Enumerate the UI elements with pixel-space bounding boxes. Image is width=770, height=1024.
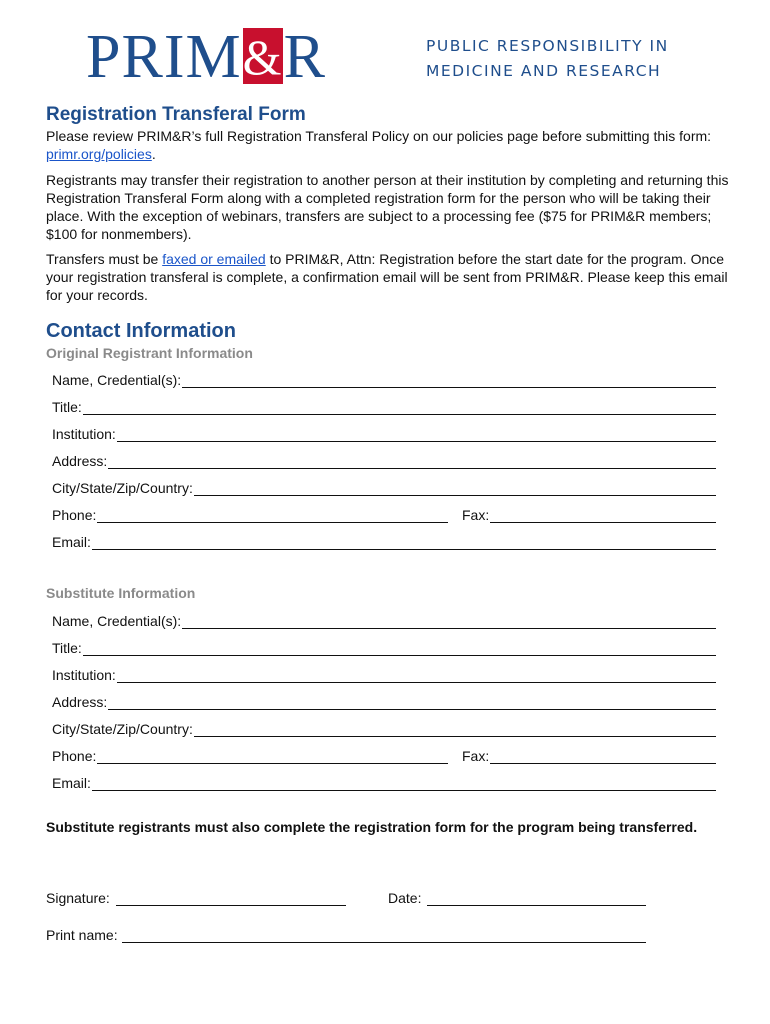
substitute-institution-line[interactable]	[117, 668, 716, 683]
substitute-institution-field[interactable]	[52, 665, 716, 683]
signature-field[interactable]	[46, 888, 346, 906]
logo-brand-prim: PRIM	[86, 23, 242, 91]
substitute-address-line[interactable]	[108, 695, 716, 710]
original-institution-label: Institution:	[52, 426, 116, 442]
original-city-field[interactable]	[52, 478, 716, 496]
original-email-label: Email:	[52, 534, 91, 550]
original-registrant-heading: Original Registrant Information	[46, 345, 253, 361]
original-fax-field[interactable]	[462, 505, 716, 523]
intro-policy-text: Please review PRIM&R’s full Registration Transferal Policy on our policies page before submitting this form:	[46, 128, 712, 144]
substitute-institution-label: Institution:	[52, 667, 116, 683]
intro-submit-text-pre: Transfers must be	[46, 251, 163, 267]
original-email-line[interactable]	[92, 535, 716, 550]
date-field[interactable]	[388, 888, 646, 906]
original-city-label: City/State/Zip/Country:	[52, 480, 193, 496]
original-fax-label: Fax:	[462, 507, 490, 523]
original-fax-line[interactable]	[490, 508, 716, 523]
substitute-city-line[interactable]	[194, 722, 716, 737]
substitute-email-field[interactable]	[52, 773, 716, 791]
original-name-label: Name, Credential(s):	[52, 372, 182, 388]
contact-information-heading: Contact Information	[46, 320, 236, 342]
print-name-line[interactable]	[122, 928, 646, 943]
substitute-email-label: Email:	[52, 775, 91, 791]
form-title: Registration Transferal Form	[46, 104, 306, 125]
substitute-address-label: Address:	[52, 694, 108, 710]
substitute-city-label: City/State/Zip/Country:	[52, 721, 193, 737]
primr-logo	[86, 23, 696, 91]
substitute-city-field[interactable]	[52, 719, 716, 737]
date-line[interactable]	[427, 891, 646, 906]
substitute-title-field[interactable]	[52, 638, 716, 656]
original-address-label: Address:	[52, 453, 108, 469]
substitute-name-line[interactable]	[182, 614, 716, 629]
substitute-phone-field[interactable]	[52, 746, 448, 764]
substitute-email-line[interactable]	[92, 776, 716, 791]
logo-tagline-line1: PUBLIC RESPONSIBILITY IN	[426, 37, 669, 55]
substitute-name-field[interactable]	[52, 611, 716, 629]
signature-label: Signature:	[46, 890, 110, 906]
original-phone-label: Phone:	[52, 507, 97, 523]
logo-wordmark	[86, 23, 326, 91]
faxed-or-emailed-link[interactable]: faxed or emailed	[162, 251, 266, 267]
date-label: Date:	[388, 890, 422, 906]
original-title-line[interactable]	[83, 400, 716, 415]
original-institution-line[interactable]	[117, 427, 716, 442]
original-phone-line[interactable]	[97, 508, 448, 523]
substitute-fax-label: Fax:	[462, 748, 490, 764]
original-name-line[interactable]	[182, 373, 716, 388]
original-institution-field[interactable]	[52, 424, 716, 442]
substitute-title-label: Title:	[52, 640, 82, 656]
original-name-field[interactable]	[52, 370, 716, 388]
signature-line[interactable]	[116, 891, 346, 906]
intro-transfer-paragraph: Registrants may transfer their registration to another person at their institution by completing and returning this Registration Transferal Form along with a completed registration form for the person who will be taking their place. With the exception of webinars, transfers are subject to a processing fee ($75 for PRIM&R members; $100 for nonmembers).	[46, 172, 729, 242]
policies-link[interactable]: primr.org/policies	[46, 146, 152, 162]
substitute-fax-line[interactable]	[490, 749, 716, 764]
substitute-requirement-note: Substitute registrants must also complete the registration form for the program being transferred.	[46, 819, 698, 835]
logo-tagline-line2: MEDICINE AND RESEARCH	[426, 62, 662, 80]
print-name-field[interactable]	[46, 925, 646, 943]
logo-brand-r: R	[283, 23, 326, 91]
logo-tagline	[426, 34, 669, 84]
original-title-field[interactable]	[52, 397, 716, 415]
intro-submit-text-post: to PRIM&R, Attn: Registration before the start date for the program. Once your registration transferal is complete, a confirmation email will be sent from PRIM&R. Please keep this email for your records.	[46, 251, 728, 303]
original-phone-field[interactable]	[52, 505, 448, 523]
original-city-line[interactable]	[194, 481, 716, 496]
intro-policy-paragraph	[46, 127, 738, 163]
print-name-label: Print name:	[46, 927, 118, 943]
logo-ampersand: &	[242, 29, 283, 85]
original-email-field[interactable]	[52, 532, 716, 550]
original-address-line[interactable]	[108, 454, 716, 469]
substitute-name-label: Name, Credential(s):	[52, 613, 182, 629]
intro-submit-paragraph	[46, 250, 738, 304]
substitute-address-field[interactable]	[52, 692, 716, 710]
original-title-label: Title:	[52, 399, 82, 415]
substitute-fax-field[interactable]	[462, 746, 716, 764]
substitute-phone-label: Phone:	[52, 748, 97, 764]
original-address-field[interactable]	[52, 451, 716, 469]
substitute-title-line[interactable]	[83, 641, 716, 656]
substitute-information-heading: Substitute Information	[46, 585, 196, 601]
substitute-phone-line[interactable]	[97, 749, 448, 764]
intro-policy-end: .	[151, 146, 156, 162]
